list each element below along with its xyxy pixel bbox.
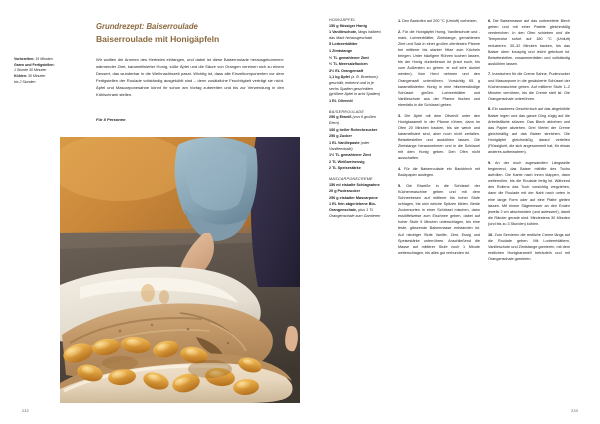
ingredient-item: 1 EL fein abgeriebene Bio-Orangenschale, plus 1 TL Orangenschale zum Garnieren: [329, 202, 381, 218]
steps-column-2: [488, 18, 570, 267]
ingredient-group-heading: BAISERROULADE: [329, 109, 365, 114]
ingredient-item: 2 TL Speisestärke: [329, 166, 361, 171]
recipe-step: 5. Die Eiweiße in die Schüssel der Küchenmaschine geben und mit dem Schneebesen auf mittlerer bis hoher Stufe schlagen, bis sich weiche Spitzen bilden. Beide Zuckersorten in einer Schüssel mischen, dann esslöffelweise zum Eischnee geben, dabei auf hoher Stufe 5 Minuten unterschlagen, bis eine feste, glänzende Baisermasse entstanden ist. Auf niedriger Stufe Vanille, Zimt, Essig und Speisestärke unterrühren. Anschließend die Masse auf mittlerer Stufe noch 1 Minute weiterschlagen, bis alles gut verbunden ist.: [398, 183, 480, 255]
page-title: Baiserroulade mit Honigäpfeln: [96, 34, 220, 44]
step-number: 2.: [398, 29, 402, 34]
ingredient-group-heading: HONIGÄPFEL: [329, 18, 356, 22]
recipe-step: 6. Die Baisermasse auf das vorbereitete Blech geben und mit einer Palette gleichmäßig verstreichen. In den Ofen schieben und die Temperatur sofort auf 180 °C (Umluft) reduzieren. 30–32 Minuten backen, bis das Baiser oben knusprig und leicht gebräunt ist. Beiseitestellen, zusammenfallen und vollständig auskühlen lassen.: [488, 19, 570, 66]
timing-block: [14, 57, 84, 86]
ingredient-item: 2 TL Weißweinessig: [329, 159, 365, 164]
step-number: 7.: [488, 72, 492, 77]
ingredient-item: 250 g Zucker: [329, 134, 352, 139]
step-number: 4.: [398, 166, 402, 171]
folio-right: 233: [571, 409, 578, 413]
timing-chill-label: Kühlen:: [14, 74, 28, 79]
recipe-step: 7. Inzwischen für die Creme Sahne, Puderzucker und Mascarpone in die gesäuberte Schüssel der Küchenmaschine geben. Auf mittlerer Stufe 1–2 Minuten verrühren, bis die Creme steif ist. Die Orangenschale unterrühren.: [488, 72, 570, 101]
step-number: 6.: [488, 19, 492, 23]
ingredient-item: ½ TL Meersalzflocken: [329, 62, 368, 67]
intro-paragraph: Wir wollten die Aromen des Herbstes einfangen, und dabei ist diese Baiserroulade herausgekommen: wärmender Zimt, karamellisierter Honig, süße Äpfel und die Säure von Orangen vereinen sich zu einem Dessert, das wunderbar in die Weihnachtszeit passt. Wichtig ist, dass alle Einzelkomponenten vor dem Fertigstellen der Roulade vollständig ausgekühlt sind – denn zusätzliche Feuchtigkeit verträgt sie nicht. Äpfel und Mascarponesahne könnt ihr schon am Vortag zubereiten und bis zur Verwendung in den Kühlschrank stellen.: [96, 57, 284, 97]
ingredient-item: 250 g Eiweiß (von 6 großen Eiern): [329, 115, 376, 126]
ingredient-item: 1 EL Olivenöl: [329, 98, 353, 103]
step-number: 8.: [488, 107, 492, 112]
recipe-step: 9. An der euch zugewandten Längsseite beginnend, das Baiser mithilfe des Tuchs aufrollen. Die Kante nach innen klappen, dann weiterrollen, bis die Roulade fertig ist. Während des Rollens das Tuch vorsichtig wegziehen, dann die Roulade mit der Naht nach unten in eine lange Form oder auf eine Platte gleiten lassen. Mit einem Sägemesser an den Enden jeweils 2 cm abschneiden (und aufessen!), damit die Ränder gerade sind. Mindestens 30 Minuten (und bis zu 3 Stunden) kühlen.: [488, 160, 570, 227]
timing-cook-value: 1 Stunde 30 Minuten: [14, 68, 47, 73]
right-page: [300, 0, 600, 424]
recipe-step: 2. Für die Honigäpfel Honig, Vanilleschote und -mark, Lorbeerblätter, Zimtstange, gemahlenen Zimt und Salz in einer großen ofenfesten Pfanne bei mittlerer bis starker Hitze zum Köcheln bringen. Unter häufigem Rühren kochen lassen, bis der Honig dunkelbraun ist (traut euch, bis zum Äußersten zu gehen: er soll sehr dunkel werden). Vom Herd nehmen und den Orangensaft unterrühren. Vorsichtig 65 g karamellisierten Honig in eine hitzebeständige Schüssel gießen. Lorbeerblätter und Vanilleschote aus der Pfanne fischen und ebenfalls in die Schüssel geben.: [398, 29, 480, 108]
timing-cook-label: Garen und Fertigstellen:: [14, 62, 55, 67]
ingredient-note: plus 1 TL Orangenschale zum Garnieren: [329, 208, 381, 218]
ingredient-item: 100 g heller Rohrohrzucker: [329, 127, 378, 132]
steps-column-1: [398, 18, 480, 260]
ingredient-item: 3½ EL Orangensaft: [329, 68, 364, 73]
timing-chill-value-2: bis 2 Stunden: [14, 79, 36, 84]
ingredient-note: (oder Vanilleextrakt): [329, 140, 370, 151]
ingredient-item: 1 EL Vanillepaste (oder Vanilleextrakt): [329, 140, 370, 151]
step-number: 3.: [398, 113, 402, 118]
ingredient-item: 20 g Puderzucker: [329, 189, 361, 194]
recipe-step: 8. Ein sauberes Geschirrtuch auf das abgekühlte Baiser legen und das ganze Ding zügig auf die Arbeitsfläche stürzen. Das Blech abheben und das Papier abziehen. Drei Viertel der Creme gleichmäßig auf das Baiser streichen. Die Honigäpfel gleichmäßig darauf verteilen (Flüssigkeit, die sich angesammelt hat, für etwas anderes aufbewahren).: [488, 107, 570, 155]
recipe-step: 10. Zum Servieren die restliche Creme längs auf die Roulade geben. Mit Lorbeerblättern, Vanilleschote und Zimtstange garnieren, mit dem restlichen Honigkaramell beträufeln und mit Orangenschale garnieren.: [488, 232, 570, 262]
step-number: 10.: [488, 232, 494, 237]
recipe-step: 3. Die Äpfel mit dem Olivenöl unter den Honigkaramell in der Pfanne rühren, dann im Ofen 20 Minuten backen, bis sie weich und karamellisiert sind, aber noch nicht zerfallen. Beiseitestellen und auskühlen lassen. Die Zimtstange herausnehmen und in die Schüssel mit dem Honig geben. Den Ofen nicht ausschalten.: [398, 113, 480, 161]
ingredient-note: (z. B. Braeburn), geschält, entkernt und in je sechs Spalten geschnitten (größere Äpfel in acht Spalten): [329, 75, 381, 97]
ingredient-group-heading: MASCARPONECREME: [329, 177, 373, 182]
ingredients-column: [329, 18, 383, 220]
ingredient-item: 1 Zimtstange: [329, 49, 353, 54]
ingredient-note: (von 6 großen Eiern): [329, 115, 376, 126]
step-number: 9.: [488, 160, 492, 165]
timing-chill-range: [14, 80, 84, 86]
step-number: 5.: [398, 183, 402, 188]
timing-chill-value: 30 Minuten: [28, 74, 46, 79]
ingredient-item: 1,1 kg Äpfel (z. B. Braeburn), geschält, entkernt und in je sechs Spalten geschnitten (größere Äpfel in acht Spalten): [329, 75, 381, 97]
timing-prep-label: Vorbereiten:: [14, 57, 35, 61]
ingredient-item: 1½ TL gemahlener Zimt: [329, 153, 371, 158]
recipe-step: 4. Für die Baiserroulade ein Backblech mit Backpapier auslegen.: [398, 166, 480, 178]
baiserroulade-photo: [60, 137, 300, 403]
ingredient-item: 150 ml eiskalte Schlagsahne: [329, 182, 380, 187]
folio-left: 232: [22, 409, 29, 413]
ingredient-item: 1 Vanilleschote, längs halbiert, das Mark herausgeschabt: [329, 30, 382, 40]
serves-note: Für 8 Personen: [96, 117, 126, 122]
step-number: 1.: [398, 19, 402, 23]
ingredient-item: ½ TL gemahlener Zimt: [329, 55, 369, 60]
ingredient-item: 250 g eiskalter Mascarpone: [329, 195, 378, 200]
ingredient-item: 5 Lorbeerblätter: [329, 42, 358, 47]
ingredient-item: 150 g flüssiger Honig: [329, 23, 367, 28]
recipe-kicker: Grundrezept: Baiserroulade: [96, 22, 198, 31]
recipe-step: 1. Den Backofen auf 200 °C (Umluft) vorheizen.: [398, 19, 478, 23]
ingredient-note: längs halbiert, das Mark herausgeschabt: [329, 30, 382, 40]
timing-prep-value: 15 Minuten: [35, 57, 53, 61]
